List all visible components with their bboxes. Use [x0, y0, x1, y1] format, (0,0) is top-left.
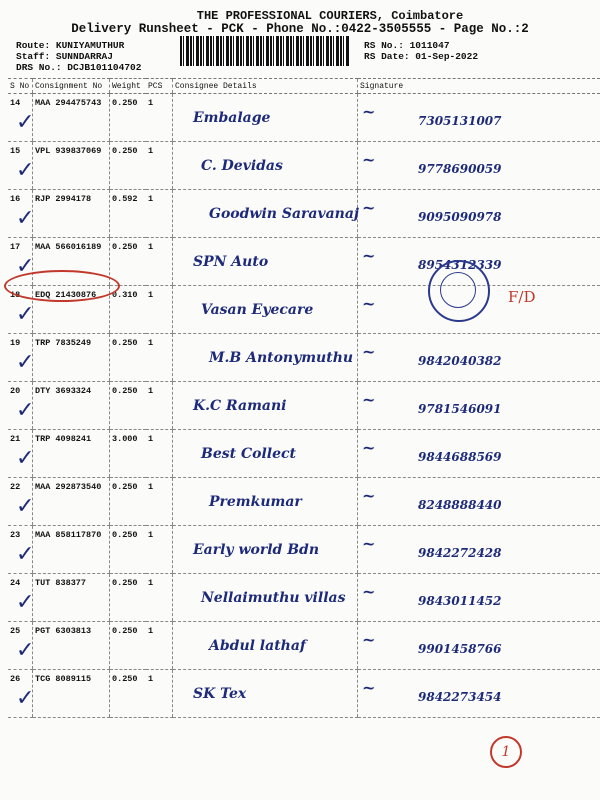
cell-signature	[358, 430, 600, 478]
cell-consignment-text: MAA 566016189	[35, 242, 102, 252]
signature-scribble: ~	[362, 150, 376, 169]
cell-consignee	[173, 334, 358, 382]
cell-consignee	[173, 286, 358, 334]
cell-sno-text: 20	[10, 386, 21, 396]
cell-weight	[110, 430, 147, 478]
check-mark-icon: ✓	[16, 638, 35, 663]
signature-phone: 9842273454	[418, 690, 502, 704]
cell-weight-text: 0.250	[112, 530, 138, 540]
cell-weight-text: 0.310	[112, 290, 138, 300]
check-mark-icon: ✓	[16, 110, 35, 135]
check-mark-icon: ✓	[16, 494, 35, 519]
cell-weight	[110, 190, 147, 238]
cell-sno-text: 26	[10, 674, 21, 684]
cell-consignment-text: EDQ 21430876	[35, 290, 97, 300]
cell-consignee	[173, 622, 358, 670]
cell-pcs	[146, 382, 173, 430]
check-mark-icon: ✓	[16, 446, 35, 471]
signature-scribble: ~	[362, 678, 376, 697]
signature-phone: 9901458766	[418, 642, 502, 656]
check-mark-icon: ✓	[16, 590, 35, 615]
rs-number: RS No.: 1011047	[364, 40, 450, 51]
cell-consignee	[173, 670, 358, 718]
cell-sno-text: 14	[10, 98, 21, 108]
cell-pcs-text: 1	[148, 98, 154, 108]
cell-pcs-text: 1	[148, 674, 154, 684]
cell-sno-text: 17	[10, 242, 21, 252]
table-row	[8, 574, 600, 622]
cell-weight	[110, 574, 147, 622]
check-mark-icon: ✓	[16, 350, 35, 375]
cell-consignment-text: MAA 858117870	[35, 530, 102, 540]
cell-pcs-text: 1	[148, 146, 154, 156]
cell-consignment-text: RJP 2994178	[35, 194, 92, 204]
cell-sno-text: 18	[10, 290, 21, 300]
rs-date: RS Date: 01-Sep-2022	[364, 51, 479, 62]
cell-consignment-text: PGT 6303813	[35, 626, 92, 636]
cell-sno-text: 16	[10, 194, 21, 204]
table-row	[8, 94, 600, 142]
cell-pcs	[146, 478, 173, 526]
drs-label: DRS No.: DCJB101104702	[16, 62, 142, 73]
cell-pcs	[146, 526, 173, 574]
cell-sno-text: 22	[10, 482, 21, 492]
cell-sno	[8, 478, 33, 526]
consignee-handwriting: M.B Antonymuthu	[209, 350, 354, 366]
cell-consignment-text: MAA 294475743	[35, 98, 102, 108]
cell-pcs	[146, 190, 173, 238]
signature-scribble: ~	[362, 582, 376, 601]
cell-consignment-text: TUT 838377	[35, 578, 87, 588]
runsheet-subtitle: Delivery Runsheet - PCK - Phone No.:0422-3505555 - Page No.:2	[71, 22, 529, 36]
cell-weight	[110, 622, 147, 670]
cell-weight	[110, 142, 147, 190]
check-mark-icon: ✓	[16, 398, 35, 423]
cell-weight	[110, 286, 147, 334]
cell-sno	[8, 526, 33, 574]
cell-consignment-text: VPL 939837069	[35, 146, 102, 156]
cell-consignee	[173, 574, 358, 622]
signature-scribble: ~	[362, 438, 376, 457]
consignee-handwriting: C. Devidas	[201, 158, 283, 174]
cell-weight	[110, 478, 147, 526]
cell-sno	[8, 382, 33, 430]
cell-consignment	[33, 526, 110, 574]
runsheet-table	[8, 78, 600, 718]
cell-weight-text: 0.250	[112, 338, 138, 348]
fd-annotation: F/D	[508, 288, 536, 306]
cell-consignment	[33, 190, 110, 238]
cell-signature	[358, 526, 600, 574]
cell-weight-text: 0.250	[112, 482, 138, 492]
col-consignee: Consignee Details	[173, 79, 358, 94]
cell-pcs-text: 1	[148, 482, 154, 492]
staff-label: Staff: SUNNDARRAJ	[16, 51, 113, 62]
cell-weight-text: 0.250	[112, 98, 138, 108]
cell-consignee	[173, 526, 358, 574]
table-row	[8, 190, 600, 238]
company-title: THE PROFESSIONAL COURIERS, Coimbatore	[196, 9, 464, 23]
cell-pcs-text: 1	[148, 578, 154, 588]
table-row	[8, 622, 600, 670]
signature-scribble: ~	[362, 630, 376, 649]
consignee-handwriting: SK Tex	[193, 686, 247, 702]
cell-signature	[358, 670, 600, 718]
cell-consignment	[33, 382, 110, 430]
signature-phone: 9844688569	[418, 450, 502, 464]
cell-sno-text: 19	[10, 338, 21, 348]
cell-consignment	[33, 94, 110, 142]
cell-sno	[8, 574, 33, 622]
cell-consignment-text: DTY 3693324	[35, 386, 92, 396]
cell-consignee	[173, 142, 358, 190]
check-mark-icon: ✓	[16, 158, 35, 183]
consignee-handwriting: Premkumar	[209, 494, 302, 510]
cell-sno	[8, 670, 33, 718]
page-mark: 1	[490, 736, 522, 768]
cell-consignee	[173, 190, 358, 238]
cell-pcs	[146, 94, 173, 142]
check-mark-icon: ✓	[16, 542, 35, 567]
cell-weight-text: 0.250	[112, 578, 138, 588]
cell-pcs	[146, 574, 173, 622]
signature-scribble: ~	[362, 534, 376, 553]
cell-pcs-text: 1	[148, 338, 154, 348]
cell-pcs-text: 1	[148, 194, 154, 204]
consignee-handwriting: Abdul lathaf	[209, 638, 306, 654]
cell-pcs	[146, 430, 173, 478]
table-header-row	[8, 79, 600, 94]
cell-weight-text: 0.592	[112, 194, 138, 204]
barcode	[180, 36, 350, 66]
cell-pcs-text: 1	[148, 626, 154, 636]
cell-consignee	[173, 430, 358, 478]
signature-phone: 9842272428	[418, 546, 502, 560]
col-pcs: PCS	[146, 79, 173, 94]
cell-pcs-text: 1	[148, 242, 154, 252]
table-row	[8, 142, 600, 190]
signature-scribble: ~	[362, 198, 376, 217]
signature-scribble: ~	[362, 294, 376, 313]
table-row	[8, 382, 600, 430]
signature-phone: 8248888440	[418, 498, 502, 512]
cell-consignment-text: TRP 4098241	[35, 434, 92, 444]
cell-pcs	[146, 334, 173, 382]
cell-pcs	[146, 238, 173, 286]
table-row	[8, 430, 600, 478]
cell-signature	[358, 382, 600, 430]
signature-phone: 9095090978	[418, 210, 502, 224]
consignee-handwriting: Goodwin Saravanaj	[209, 206, 359, 222]
table-row	[8, 478, 600, 526]
cell-weight	[110, 670, 147, 718]
signature-phone: 9843011452	[418, 594, 502, 608]
consignee-handwriting: Vasan Eyecare	[201, 302, 314, 318]
cell-weight	[110, 382, 147, 430]
cell-consignee	[173, 478, 358, 526]
col-weight: Weight	[110, 79, 147, 94]
col-sno: S No	[8, 79, 33, 94]
cell-pcs	[146, 622, 173, 670]
cell-consignee	[173, 238, 358, 286]
cell-consignment	[33, 142, 110, 190]
cell-weight	[110, 94, 147, 142]
route-label: Route: KUNIYAMUTHUR	[16, 40, 125, 51]
cell-signature	[358, 574, 600, 622]
table-row	[8, 526, 600, 574]
consignee-handwriting: K.C Ramani	[193, 398, 287, 414]
cell-sno	[8, 430, 33, 478]
signature-scribble: ~	[362, 486, 376, 505]
check-mark-icon: ✓	[16, 686, 35, 711]
consignee-handwriting: Best Collect	[201, 446, 296, 462]
cell-pcs-text: 1	[148, 434, 154, 444]
check-mark-icon: ✓	[16, 254, 35, 279]
cell-pcs	[146, 142, 173, 190]
cell-weight-text: 0.250	[112, 242, 138, 252]
cell-consignee	[173, 382, 358, 430]
cell-sno	[8, 334, 33, 382]
cell-consignment	[33, 430, 110, 478]
signature-scribble: ~	[362, 102, 376, 121]
cell-sno-text: 25	[10, 626, 21, 636]
cell-pcs-text: 1	[148, 530, 154, 540]
consignee-handwriting: Nellaimuthu villas	[201, 590, 346, 606]
signature-phone: 7305131007	[418, 114, 502, 128]
cell-weight-text: 0.250	[112, 146, 138, 156]
cell-consignee	[173, 94, 358, 142]
signature-scribble: ~	[362, 390, 376, 409]
cell-sno	[8, 94, 33, 142]
check-mark-icon: ✓	[16, 302, 35, 327]
cell-weight-text: 3.000	[112, 434, 138, 444]
cell-sno-text: 24	[10, 578, 21, 588]
signature-phone: 9778690059	[418, 162, 502, 176]
cell-weight	[110, 334, 147, 382]
cell-consignment	[33, 622, 110, 670]
cell-weight-text: 0.250	[112, 386, 138, 396]
cell-signature	[358, 190, 600, 238]
cell-consignment	[33, 670, 110, 718]
cell-consignment	[33, 334, 110, 382]
cell-signature	[358, 94, 600, 142]
cell-consignment	[33, 574, 110, 622]
cell-sno-text: 15	[10, 146, 21, 156]
cell-consignment	[33, 478, 110, 526]
cell-consignment-text: TCG 8089115	[35, 674, 92, 684]
cell-signature	[358, 622, 600, 670]
consignee-handwriting: SPN Auto	[193, 254, 269, 270]
signature-scribble: ~	[362, 342, 376, 361]
cell-consignment-text: TRP 7835249	[35, 338, 92, 348]
cell-signature	[358, 142, 600, 190]
signature-scribble: ~	[362, 246, 376, 265]
signature-phone: 8954312339	[418, 258, 502, 272]
consignee-handwriting: Early world Bdn	[193, 542, 319, 558]
cell-signature	[358, 334, 600, 382]
table-row	[8, 670, 600, 718]
cell-sno	[8, 622, 33, 670]
table-row	[8, 334, 600, 382]
cell-weight-text: 0.250	[112, 626, 138, 636]
cell-sno-text: 23	[10, 530, 21, 540]
cell-pcs	[146, 286, 173, 334]
consignee-handwriting: Embalage	[193, 110, 271, 126]
signature-phone: 9781546091	[418, 402, 502, 416]
cell-sno-text: 21	[10, 434, 21, 444]
col-signature: Signature	[358, 79, 600, 94]
check-mark-icon: ✓	[16, 206, 35, 231]
red-circle-mark	[4, 270, 120, 302]
cell-weight-text: 0.250	[112, 674, 138, 684]
cell-consignment-text: MAA 292873540	[35, 482, 102, 492]
col-consignment: Consignment No	[33, 79, 110, 94]
cell-pcs-text: 1	[148, 386, 154, 396]
cell-sno	[8, 142, 33, 190]
cell-weight	[110, 238, 147, 286]
signature-phone: 9842040382	[418, 354, 502, 368]
cell-signature	[358, 478, 600, 526]
cell-pcs-text: 1	[148, 290, 154, 300]
cell-weight	[110, 526, 147, 574]
cell-sno	[8, 190, 33, 238]
cell-pcs	[146, 670, 173, 718]
hospital-stamp	[428, 260, 490, 322]
